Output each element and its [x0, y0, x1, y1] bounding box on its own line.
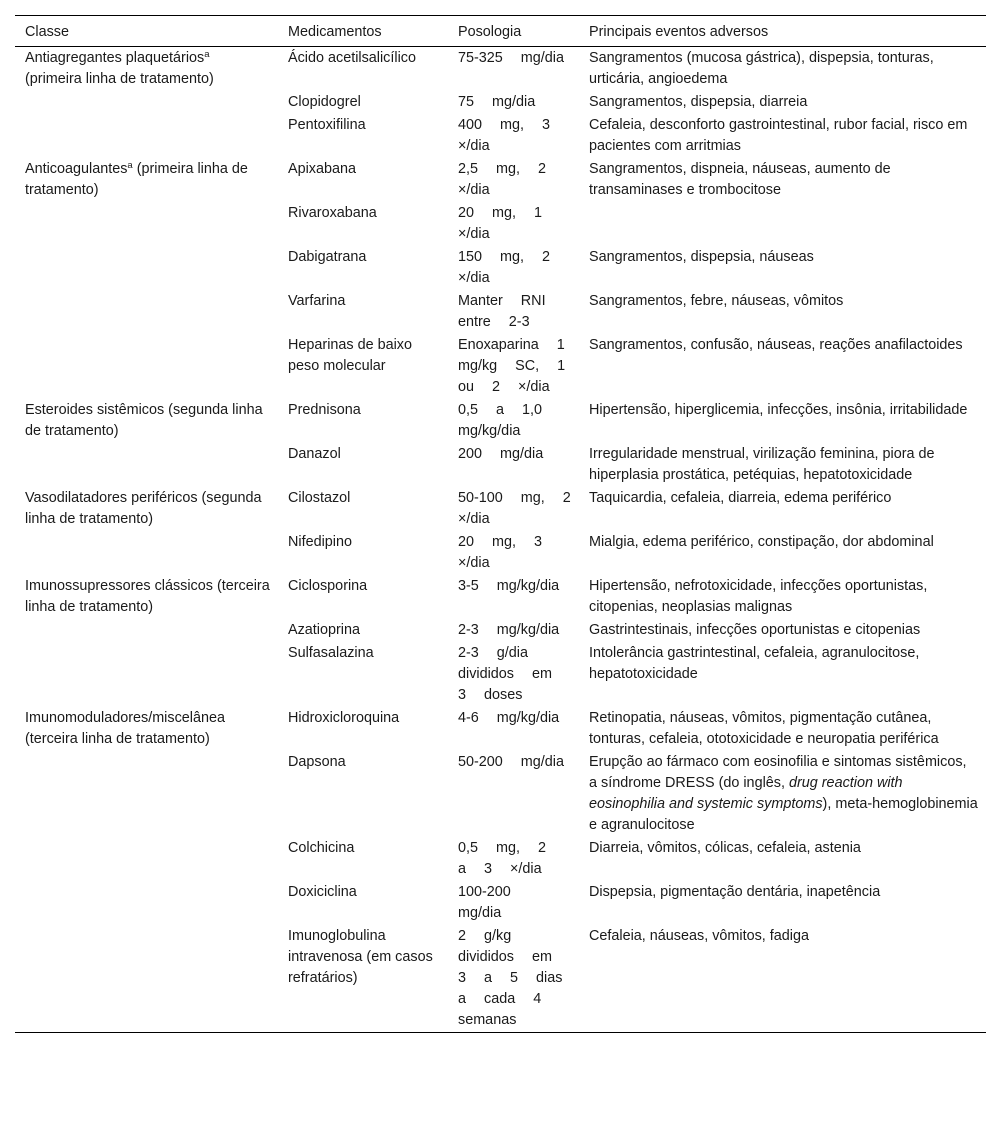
table-row: [15, 202, 986, 246]
cell-eventos: Taquicardia, cefaleia, diarreia, edema periférico: [589, 490, 892, 506]
cell-medicamento: Dapsona: [288, 754, 346, 770]
cell-posologia: 150 mg, 2 ×/dia: [458, 249, 550, 286]
cell-posologia: 20 mg, 1 ×/dia: [458, 205, 542, 242]
cell-medicamento: Apixabana: [288, 161, 357, 177]
cell-classe: [15, 531, 278, 575]
cell-classe: [15, 925, 278, 1033]
cell-medicamento: Ácido acetilsalicílico: [288, 50, 416, 66]
cell-eventos: Hipertensão, hiperglicemia, infecções, insônia, irritabilidade: [589, 402, 968, 418]
class-name: Imunomoduladores/miscelânea: [25, 710, 225, 726]
cell-posologia: Enoxaparina 1 mg/kg SC, 1 ou 2 ×/dia: [458, 337, 566, 395]
cell-medicamento: Colchicina: [288, 840, 355, 856]
table-row: [15, 642, 986, 707]
cell-classe: [15, 290, 278, 334]
table-row: [15, 91, 986, 114]
cell-medicamento: Danazol: [288, 446, 341, 462]
header-row: [15, 16, 986, 47]
event-text-after: ), meta-hemoglobinemia e agranulocitose: [589, 796, 978, 833]
class-name: Imunossupressores clássicos: [25, 578, 213, 594]
cell-classe: [15, 202, 278, 246]
class-treatment-line: (segunda linha de tratamento): [25, 402, 263, 439]
class-treatment-line: (terceira linha de tratamento): [25, 578, 270, 615]
cell-posologia: 2-3 mg/kg/dia: [458, 622, 560, 638]
table-row: [15, 575, 986, 619]
cell-posologia: 75 mg/dia: [458, 94, 536, 110]
cell-medicamento: Prednisona: [288, 402, 361, 418]
table-row: [15, 837, 986, 881]
cell-eventos: [579, 202, 986, 246]
cell-eventos: Cefaleia, náuseas, vômitos, fadiga: [579, 925, 986, 1033]
class-treatment-line: (primeira linha de tratamento): [25, 71, 214, 87]
table-row: [15, 751, 986, 837]
cell-eventos: Gastrintestinais, infecções oportunistas e citopenias: [589, 622, 921, 638]
cell-posologia: 50-200 mg/dia: [458, 754, 565, 770]
cell-posologia: 3-5 mg/kg/dia: [458, 578, 560, 594]
cell-medicamento: Imunoglobulina intravenosa (em casos refratários): [278, 925, 448, 1033]
cell-medicamento: Heparinas de baixo peso molecular: [288, 337, 412, 374]
class-treatment-line: (primeira linha de tratamento): [25, 161, 248, 198]
cell-medicamento: Doxiciclina: [288, 884, 357, 900]
table-body: [15, 47, 986, 1033]
cell-posologia: 2,5 mg, 2 ×/dia: [458, 161, 546, 198]
cell-classe: [15, 487, 278, 531]
class-name: Vasodilatadores periféricos: [25, 490, 198, 506]
cell-medicamento: Azatioprina: [288, 622, 360, 638]
cell-classe: [15, 751, 278, 837]
cell-classe: [15, 837, 278, 881]
class-treatment-line: (segunda linha de tratamento): [25, 490, 262, 527]
cell-eventos: Mialgia, edema periférico, constipação, dor abdominal: [589, 534, 934, 550]
cell-eventos: Sangramentos, dispneia, náuseas, aumento de transaminases e trombocitose: [589, 161, 891, 198]
cell-eventos: Dispepsia, pigmentação dentária, inapetência: [589, 884, 881, 900]
table-header: [15, 16, 986, 47]
header-classe: Classe: [15, 16, 278, 47]
table-row: [15, 531, 986, 575]
table-row: [15, 158, 986, 202]
table-row: [15, 881, 986, 925]
class-name: Esteroides sistêmicos: [25, 402, 165, 418]
cell-posologia: 100-200 mg/dia: [458, 884, 511, 921]
cell-classe: [15, 399, 278, 443]
header-medicamentos: Medicamentos: [278, 16, 448, 47]
footnote-marker: a: [127, 160, 133, 171]
cell-classe: [15, 619, 278, 642]
cell-posologia: 2 g/kg divididos em 3 a 5 dias a cada 4 semanas: [448, 925, 579, 1033]
cell-eventos: Retinopatia, náuseas, vômitos, pigmentação cutânea, tonturas, cefaleia, ototoxicidade e neuropatia periférica: [589, 710, 939, 747]
cell-medicamento: Cilostazol: [288, 490, 351, 506]
footnote-marker: a: [204, 49, 210, 60]
cell-eventos: Cefaleia, desconforto gastrointestinal, rubor facial, risco em pacientes com arritmias: [589, 117, 968, 154]
cell-posologia: 2-3 g/dia divididos em 3 doses: [458, 645, 552, 703]
cell-posologia: 0,5 a 1,0 mg/kg/dia: [458, 402, 543, 439]
cell-medicamento: Hidroxicloroquina: [288, 710, 400, 726]
cell-classe: [15, 881, 278, 925]
cell-classe: [15, 707, 278, 751]
table-row: [15, 399, 986, 443]
table-row: [15, 246, 986, 290]
cell-classe: [15, 246, 278, 290]
cell-eventos: Sangramentos, febre, náuseas, vômitos: [589, 293, 844, 309]
cell-eventos: Sangramentos, dispepsia, náuseas: [589, 249, 814, 265]
header-posologia: Posologia: [448, 16, 579, 47]
class-treatment-line: (terceira linha de tratamento): [25, 731, 210, 747]
medication-table: [15, 15, 986, 1033]
header-eventos: Principais eventos adversos: [579, 16, 986, 47]
cell-posologia: 200 mg/dia: [458, 446, 544, 462]
cell-medicamento: Dabigatrana: [288, 249, 367, 265]
cell-classe: [15, 334, 278, 399]
class-name: Anticoagulantes: [25, 161, 128, 177]
cell-posologia: 75-325 mg/dia: [458, 50, 565, 66]
table-row: [15, 290, 986, 334]
cell-eventos: Irregularidade menstrual, virilização feminina, piora de hiperplasia prostática, petéquias, hepatotoxicidade: [589, 446, 935, 483]
cell-classe: [15, 114, 278, 158]
table-row: [15, 114, 986, 158]
cell-eventos: Sangramentos, dispepsia, diarreia: [589, 94, 808, 110]
cell-medicamento: Varfarina: [288, 293, 346, 309]
cell-posologia: 0,5 mg, 2 a 3 ×/dia: [458, 840, 546, 877]
cell-medicamento: Clopidogrel: [288, 94, 361, 110]
table-row: [15, 487, 986, 531]
cell-classe: [15, 47, 278, 92]
cell-classe: [15, 642, 278, 707]
event-text: Erupção ao fármaco com eosinofilia e sintomas sistêmicos, a síndrome DRESS (do inglês,: [589, 754, 967, 791]
cell-eventos: Sangramentos (mucosa gástrica), dispepsia, tonturas, urticária, angioedema: [589, 50, 934, 87]
table-row: [15, 47, 986, 92]
table-row: [15, 619, 986, 642]
cell-posologia: 400 mg, 3 ×/dia: [458, 117, 550, 154]
cell-medicamento: Ciclosporina: [288, 578, 368, 594]
cell-eventos: Diarreia, vômitos, cólicas, cefaleia, astenia: [589, 840, 861, 856]
cell-medicamento: Pentoxifilina: [288, 117, 366, 133]
table-row: [15, 443, 986, 487]
class-name: Antiagregantes plaquetários: [25, 50, 205, 66]
cell-classe: [15, 575, 278, 619]
cell-posologia: Manter RNI entre 2-3: [458, 293, 546, 330]
cell-eventos: [579, 751, 986, 837]
cell-medicamento: Sulfasalazina: [288, 645, 374, 661]
cell-eventos: Hipertensão, nefrotoxicidade, infecções oportunistas, citopenias, neoplasias malignas: [589, 578, 928, 615]
event-text-italic: drug reaction with eosinophilia and systemic symptoms: [589, 775, 903, 812]
cell-eventos: Sangramentos, confusão, náuseas, reações anafilactoides: [589, 337, 963, 353]
cell-classe: [15, 158, 278, 202]
cell-posologia: 4-6 mg/kg/dia: [458, 710, 560, 726]
cell-classe: [15, 91, 278, 114]
medication-table-container: [15, 15, 986, 1033]
cell-posologia: 20 mg, 3 ×/dia: [458, 534, 542, 571]
table-row: [15, 334, 986, 399]
table-row: [15, 925, 986, 1033]
table-row: [15, 707, 986, 751]
cell-eventos: Intolerância gastrintestinal, cefaleia, agranulocitose, hepatotoxicidade: [589, 645, 920, 682]
cell-classe: [15, 443, 278, 487]
cell-medicamento: Nifedipino: [288, 534, 352, 550]
cell-medicamento: Rivaroxabana: [288, 205, 377, 221]
cell-posologia: 50-100 mg, 2 ×/dia: [458, 490, 571, 527]
